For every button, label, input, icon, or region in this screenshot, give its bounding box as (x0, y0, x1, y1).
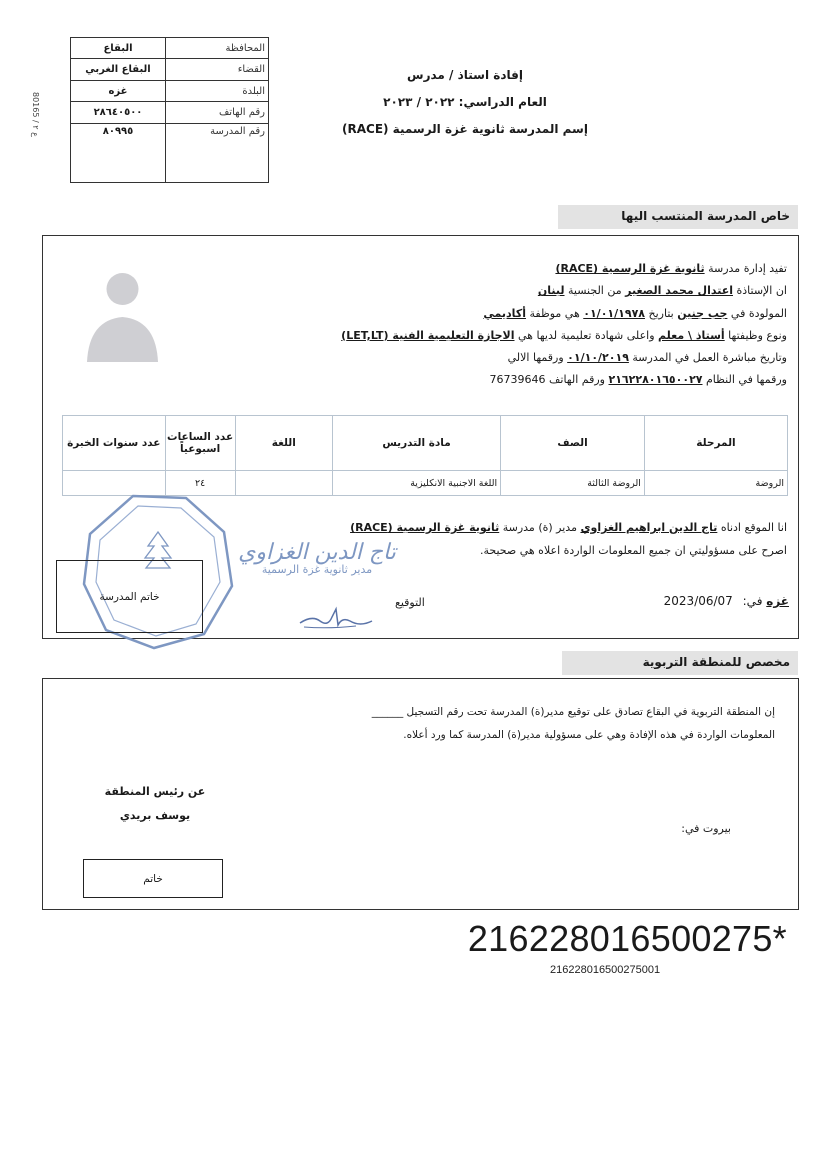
info-label: المحافظة (166, 38, 269, 59)
zone-line: إن المنطقة التربوية في البقاع تصادق على توقيع مدير(ة) المدرسة تحت رقم التسجيل ______ (371, 706, 775, 718)
school-info-table (70, 37, 269, 183)
zone-stamp-box: خاتم (83, 859, 223, 898)
principal-name-stamp (232, 540, 402, 576)
birth-date: ٠١/٠١/١٩٧٨ (583, 306, 645, 320)
info-value: البقاع (71, 38, 166, 59)
signature-label: التوقيع (395, 596, 425, 609)
person-photo-icon (85, 262, 160, 362)
declaration-line: اصرح على مسؤوليتي ان جميع المعلومات الواردة اعلاه هي صحيحة. (479, 544, 787, 557)
start-date: ٠١/١٠/٢٠١٩ (567, 351, 629, 365)
column-header: المرحلة (644, 416, 787, 471)
info-row (71, 38, 269, 59)
info-value: البقاع الغربي (71, 59, 166, 80)
info-label: القضاء (166, 59, 269, 80)
table-cell: اللغة الاجنبية الانكليزية (332, 471, 500, 496)
table-cell (235, 471, 332, 496)
side-reference-code: 80165 / ع ٢ (31, 92, 40, 137)
info-value: ٨٠٩٩٥ (71, 123, 166, 182)
paragraph-line: وتاريخ مباشرة العمل في المدرسة ٠١/١٠/٢٠١٩ ورقمها الالي (507, 351, 787, 365)
date-line: غزه في: 2023/06/07 (663, 594, 789, 608)
paragraph-line: المولودة في جب جنين بتاريخ ٠١/٠١/١٩٧٨ هي موظفة أكاديمي (483, 306, 787, 320)
table-cell: ٢٤ (165, 471, 235, 496)
beirut-date-label: بيروت في: (681, 822, 731, 835)
zone-head-title: عن رئيس المنطقة (104, 785, 206, 798)
birth-place: جب جنين (677, 306, 728, 320)
system-number: ٢١٦٢٢٨٠١٦٥٠٠٢٧ (608, 373, 703, 387)
signature-mark (298, 605, 378, 633)
place-label: غزه (766, 594, 789, 608)
table-cell: الروضة الثالثة (501, 471, 645, 496)
column-header: مادة التدريس (332, 416, 500, 471)
info-value: غزه (71, 80, 166, 101)
declaration-school: ثانوية غزة الرسمية (RACE) (350, 521, 500, 534)
teaching-table (62, 415, 788, 496)
teacher-name: اعتدال محمد الصغير (625, 284, 733, 298)
info-row (71, 102, 269, 123)
section-education-zone-heading: مخصص للمنطقة التربوية (562, 651, 798, 675)
zone-head-name: يوسف بريدي (119, 809, 191, 822)
column-header: الصف (501, 416, 645, 471)
zone-certification-text (175, 701, 775, 747)
paragraph-line: تفيد إدارة مدرسة ثانوية غزة الرسمية (RACE) (555, 262, 787, 275)
column-header: عدد الساعات اسبوعياً (165, 416, 235, 471)
info-row (71, 59, 269, 80)
info-row (71, 123, 269, 182)
employee-type: أكاديمي (483, 306, 526, 320)
stamp-name-text: تاج الدين الغزاوي (238, 540, 396, 565)
column-header: اللغة (235, 416, 332, 471)
school-name-title: إسم المدرسة ثانوية غزة الرسمية (RACE) (342, 122, 588, 136)
column-header: عدد سنوات الخبرة (63, 416, 166, 471)
declaration-line: انا الموقع ادناه تاج الدين ابراهيم الغزاوي مدير (ة) مدرسة ثانوية غزة الرسمية (RACE) (350, 521, 787, 534)
teacher-info-paragraph (227, 258, 787, 392)
info-label: البلدة (166, 80, 269, 101)
job-type: أستاذ \ معلم (658, 328, 725, 342)
info-label: رقم الهاتف (166, 102, 269, 123)
section-school-heading: خاص المدرسة المنتسب اليها (558, 205, 798, 229)
school-name: ثانوية غزة الرسمية (RACE) (555, 262, 705, 275)
paragraph-line: ونوع وظيفتها أستاذ \ معلم واعلى شهادة تعليمية لديها هي الاجازة التعليمية الفنية (LET,LT) (341, 328, 787, 342)
paragraph-line: ان الإستاذة اعتدال محمد الصغير من الجنسية لبنان (537, 284, 787, 298)
barcode-number: 216228016500275* (467, 918, 787, 959)
paragraph-line: ورقمها في النظام ٢١٦٢٢٨٠١٦٥٠٠٢٧ ورقم الهاتف 76739646 (489, 373, 787, 387)
stamp-title-text: مدير ثانوية غزة الرسمية (261, 563, 373, 576)
table-cell: الروضة (644, 471, 787, 496)
date-value: 2023/06/07 (663, 594, 733, 608)
highest-degree: الاجازة التعليمية الفنية (LET,LT) (341, 328, 515, 342)
info-value: ٢٨٦٤٠٥٠٠ (71, 102, 166, 123)
academic-year: العام الدراسي: ٢٠٢٢ / ٢٠٢٣ (383, 95, 547, 109)
nationality: لبنان (537, 284, 565, 298)
table-header-row (63, 416, 788, 471)
zone-line: المعلومات الواردة في هذه الإفادة وهي على مسؤولية مدير(ة) المدرسة كما ورد أعلاه. (403, 729, 775, 741)
info-label: رقم المدرسة (166, 123, 269, 182)
zone-head-signatory (60, 780, 250, 828)
info-row (71, 80, 269, 101)
document-header (330, 68, 600, 149)
document-title: إفادة استاذ / مدرس (407, 68, 523, 82)
principal-name: تاج الدين ابراهيم الغزاوي (580, 521, 718, 534)
school-stamp-box: خاتم المدرسة (56, 560, 203, 633)
barcode-sub-number: 216228016500275001 (550, 964, 661, 976)
